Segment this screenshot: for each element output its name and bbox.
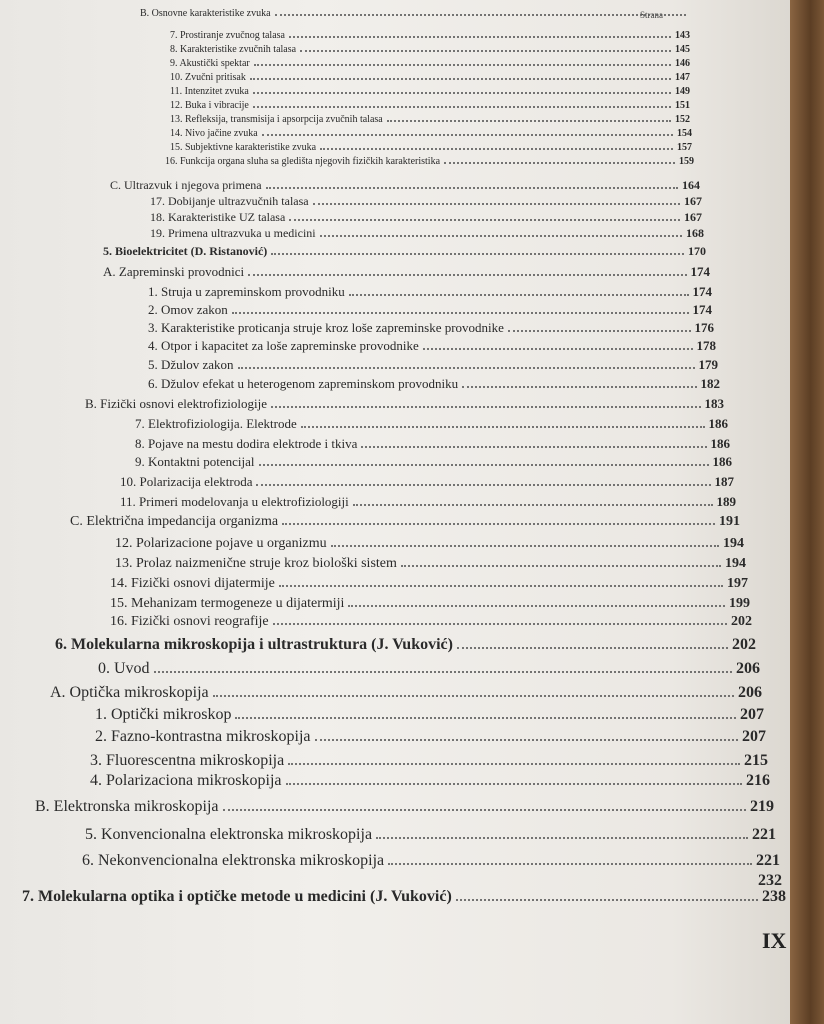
toc-entry xyxy=(115,536,744,552)
toc-entry xyxy=(110,576,748,592)
toc-entry-page: 199 xyxy=(729,596,750,611)
toc-entry xyxy=(148,320,714,336)
toc-entry-title: 8. Pojave na mestu dodira elektrode i tkiva xyxy=(135,436,358,451)
toc-entry-page: 183 xyxy=(704,396,724,411)
toc-entry xyxy=(170,30,690,41)
toc-entry xyxy=(22,888,786,906)
toc-entry xyxy=(170,142,692,153)
toc-entry-title: 13. Prolaz naizmenične struje kroz biološki sistem xyxy=(115,556,397,571)
toc-entry-page: 159 xyxy=(679,156,694,167)
dot-leader xyxy=(273,615,727,625)
toc-entry-page: 221 xyxy=(752,826,776,843)
toc-entry-title: 4. Otpor i kapacitet za loše zapreminske provodnike xyxy=(148,338,419,353)
toc-entry-page: 232 xyxy=(758,872,782,889)
toc-entry xyxy=(115,556,746,572)
toc-entry-title: 17. Dobijanje ultrazvučnih talasa xyxy=(150,194,309,208)
dot-leader xyxy=(331,537,719,547)
toc-entry xyxy=(140,8,690,19)
toc-entry xyxy=(170,86,690,97)
toc-entry-page: 154 xyxy=(677,128,692,139)
dot-leader xyxy=(348,597,725,607)
toc-entry xyxy=(135,416,728,432)
dot-leader xyxy=(320,228,682,237)
dot-leader xyxy=(250,73,671,81)
dot-leader xyxy=(313,196,680,205)
toc-entry xyxy=(110,178,700,193)
toc-entry-title: 9. Kontaktni potencijal xyxy=(135,454,255,469)
toc-entry-title: 7. Elektrofiziologija. Elektrode xyxy=(135,416,297,431)
dot-leader xyxy=(235,708,736,719)
dot-leader xyxy=(275,9,686,17)
toc-entry-title: 14. Fizički osnovi dijatermije xyxy=(110,576,275,591)
dot-leader xyxy=(388,854,752,865)
toc-entry-page: 194 xyxy=(723,536,744,551)
dot-leader xyxy=(253,87,671,95)
toc-entry-page: 186 xyxy=(708,416,728,431)
toc-entry-title: 12. Buka i vibracije xyxy=(170,100,249,111)
toc-entry-title: 5. Džulov zakon xyxy=(148,357,234,372)
toc-entry xyxy=(148,338,716,354)
toc-entry-page: 178 xyxy=(696,338,716,353)
toc-entry-title: 8. Karakteristike zvučnih talasa xyxy=(170,44,297,55)
toc-entry xyxy=(135,436,730,452)
toc-entry xyxy=(148,376,720,392)
dot-leader xyxy=(238,360,695,369)
toc-entry-page: 215 xyxy=(744,752,768,769)
toc-entry xyxy=(90,752,768,770)
dot-leader xyxy=(376,828,748,839)
toc-entry-title: 5. Konvencionalna elektronska mikroskopija xyxy=(85,826,373,843)
page-edge xyxy=(790,0,824,1024)
toc-entry-title: B. Fizički osnovi elektrofiziologije xyxy=(85,396,267,411)
toc-entry-title: 5. Bioelektricitet (D. Ristanović) xyxy=(103,244,268,258)
dot-leader xyxy=(286,774,742,785)
toc-entry-title: 2. Omov zakon xyxy=(148,302,228,317)
toc-entry-page: 176 xyxy=(694,320,714,335)
toc-entry xyxy=(170,100,690,111)
toc-entry-page: 219 xyxy=(750,798,774,815)
toc-entry xyxy=(103,264,710,280)
toc-entry-title: 6. Molekularna mikroskopija i ultrastruktura (J. Vuković) xyxy=(55,636,453,653)
dot-leader xyxy=(361,439,706,448)
toc-entry-title: 10. Zvučni pritisak xyxy=(170,72,246,83)
toc-entry xyxy=(170,128,692,139)
toc-entry xyxy=(120,494,736,510)
toc-entry-title: 1. Struja u zapreminskom provodniku xyxy=(148,284,345,299)
toc-entry-title: 15. Subjektivne karakteristike zvuka xyxy=(170,142,317,153)
dot-leader xyxy=(213,686,734,697)
toc-entry-page: 147 xyxy=(675,72,690,83)
toc-entry-title: 9. Akustički spektar xyxy=(170,58,250,69)
dot-leader xyxy=(154,662,732,673)
dot-leader xyxy=(282,515,715,525)
toc-entry-page: 202 xyxy=(731,614,752,629)
dot-leader xyxy=(266,180,678,189)
toc-entry-title: 16. Fizički osnovi reografije xyxy=(110,614,269,629)
toc-entry xyxy=(85,826,776,844)
dot-leader xyxy=(289,31,671,39)
toc-entry-title: 3. Karakteristike proticanja struje kroz loše zapreminske provodnike xyxy=(148,320,504,335)
toc-entry xyxy=(150,194,702,209)
toc-entry-page: 174 xyxy=(692,302,712,317)
dot-leader xyxy=(288,754,740,765)
toc-entry xyxy=(150,226,704,241)
toc-entry xyxy=(55,636,756,654)
toc-entry-page: 202 xyxy=(732,636,756,653)
toc-entry xyxy=(110,596,750,612)
dot-leader xyxy=(315,730,738,741)
dot-leader xyxy=(353,497,713,506)
toc-entry-page: 170 xyxy=(688,244,706,258)
toc-entry-page: 186 xyxy=(712,454,732,469)
toc-entry-title: 11. Primeri modelovanja u elektrofiziologiji xyxy=(120,494,349,509)
dot-leader xyxy=(457,638,728,649)
toc-entry-page: 238 xyxy=(762,888,786,905)
toc-entry-title: 19. Primena ultrazvuka u medicini xyxy=(150,226,316,240)
toc-entry-page: 179 xyxy=(698,357,718,372)
dot-leader xyxy=(387,115,671,123)
toc-entry-title: 7. Molekularna optika i optičke metode u medicini (J. Vuković) xyxy=(22,888,452,905)
page-number: IX xyxy=(762,928,787,953)
toc-entry-title: B. Osnovne karakteristike zvuka xyxy=(140,8,271,19)
toc-entry xyxy=(95,706,764,724)
dot-leader xyxy=(349,287,689,296)
toc-entry-page: 143 xyxy=(675,30,690,41)
page-column-header: Strana xyxy=(640,10,663,20)
toc-entry-page: 206 xyxy=(738,684,762,701)
toc-entry xyxy=(82,852,780,870)
toc-entry xyxy=(103,244,706,259)
dot-leader xyxy=(248,267,686,276)
toc-entry-page: 174 xyxy=(690,264,710,279)
toc-entry-title: 7. Prostiranje zvučnog talasa xyxy=(170,30,285,41)
dot-leader xyxy=(444,157,675,165)
toc-entry-page: 189 xyxy=(716,494,736,509)
dot-leader xyxy=(462,379,696,388)
toc-entry-title: A. Optička mikroskopija xyxy=(50,684,209,701)
dot-leader xyxy=(508,323,691,332)
toc-entry-page: 182 xyxy=(700,376,720,391)
toc-entry-page: 151 xyxy=(675,100,690,111)
toc-entry-page: 174 xyxy=(692,284,712,299)
toc-entry-page: 167 xyxy=(684,194,702,208)
toc-entry xyxy=(50,684,762,702)
toc-entry xyxy=(98,660,760,678)
toc-entry-page: 187 xyxy=(714,474,734,489)
toc-entry xyxy=(135,454,732,470)
toc-entry-page: 207 xyxy=(740,706,764,723)
toc-entry-page: 207 xyxy=(742,728,766,745)
toc-entry-page: 157 xyxy=(677,142,692,153)
toc-entry xyxy=(85,396,724,412)
toc-entry xyxy=(90,772,770,790)
toc-entry-page: 168 xyxy=(686,226,704,240)
toc-entry xyxy=(150,210,702,225)
toc-entry xyxy=(148,302,712,318)
dot-leader xyxy=(289,212,680,221)
dot-leader xyxy=(279,577,723,587)
toc-entry-title: 15. Mehanizam termogeneze u dijatermiji xyxy=(110,596,345,611)
toc-entry-title: 6. Nekonvencionalna elektronska mikroskopija xyxy=(82,852,385,869)
dot-leader xyxy=(262,129,673,137)
toc-entry-page: 194 xyxy=(725,556,746,571)
dot-leader xyxy=(271,399,701,408)
toc-entry xyxy=(110,614,752,630)
toc-entry-title: 4. Polarizaciona mikroskopija xyxy=(90,772,282,789)
dot-leader xyxy=(423,341,693,350)
dot-leader xyxy=(256,477,710,486)
toc-entry-title: 16. Funkcija organa sluha sa gledišta njegovih fizičkih karakteristika xyxy=(165,156,441,167)
toc-entry-page: 167 xyxy=(684,210,702,224)
toc-entry-page: 216 xyxy=(746,772,770,789)
toc-entry-title: 14. Nivo jačine zvuka xyxy=(170,128,258,139)
toc-entry-title: 13. Refleksija, transmisija i apsorpcija zvučnih talasa xyxy=(170,114,383,125)
toc-entry-page: 152 xyxy=(675,114,690,125)
toc-entry-page: 164 xyxy=(682,178,700,192)
dot-leader xyxy=(253,101,671,109)
dot-leader xyxy=(301,419,705,428)
toc-entry-title: 1. Optički mikroskop xyxy=(95,706,232,723)
toc-entry-title: A. Zapreminski provodnici xyxy=(103,264,245,279)
dot-leader xyxy=(401,557,721,567)
toc-entry-title: 2. Fazno-kontrastna mikroskopija xyxy=(95,728,311,745)
toc-entry xyxy=(70,514,740,530)
toc-entry xyxy=(148,284,712,300)
toc-entry-title: 10. Polarizacija elektroda xyxy=(120,474,253,489)
dot-leader xyxy=(254,59,671,67)
toc-entry-title: 6. Džulov efekat u heterogenom zapreminskom provodniku xyxy=(148,376,459,391)
dot-leader xyxy=(223,800,746,811)
dot-leader xyxy=(271,246,684,255)
toc-entry-title: C. Ultrazvuk i njegova primena xyxy=(110,178,262,192)
toc-entry-title: 11. Intenzitet zvuka xyxy=(170,86,249,97)
toc-entry xyxy=(148,357,718,373)
toc-entry xyxy=(170,114,690,125)
toc-entry-title: 12. Polarizacione pojave u organizmu xyxy=(115,536,327,551)
toc-entry-page: 146 xyxy=(675,58,690,69)
toc-entry xyxy=(95,728,766,746)
toc-entry-page: 206 xyxy=(736,660,760,677)
toc-entry xyxy=(170,72,690,83)
toc-entry xyxy=(170,44,690,55)
toc-entry-title: 18. Karakteristike UZ talasa xyxy=(150,210,286,224)
toc-entry-page: 191 xyxy=(719,514,740,529)
toc-entry-title: 3. Fluorescentna mikroskopija xyxy=(90,752,285,769)
dot-leader xyxy=(232,305,689,314)
toc-entry-page: 197 xyxy=(727,576,748,591)
toc-entry xyxy=(35,798,774,816)
toc-entry xyxy=(170,58,690,69)
dot-leader xyxy=(320,143,673,151)
toc-entry xyxy=(120,474,734,490)
toc-entry-page: 145 xyxy=(675,44,690,55)
toc-entry-title: C. Električna impedancija organizma xyxy=(70,514,279,529)
toc-entry-page: 149 xyxy=(675,86,690,97)
dot-leader xyxy=(300,45,671,53)
toc-entry xyxy=(165,156,694,167)
toc-entry-page: 221 xyxy=(756,852,780,869)
toc-entry-title: B. Elektronska mikroskopija xyxy=(35,798,219,815)
toc-entry-page: 186 xyxy=(710,436,730,451)
dot-leader xyxy=(259,457,709,466)
toc-entry-title: 0. Uvod xyxy=(98,660,150,677)
dot-leader xyxy=(456,890,758,901)
